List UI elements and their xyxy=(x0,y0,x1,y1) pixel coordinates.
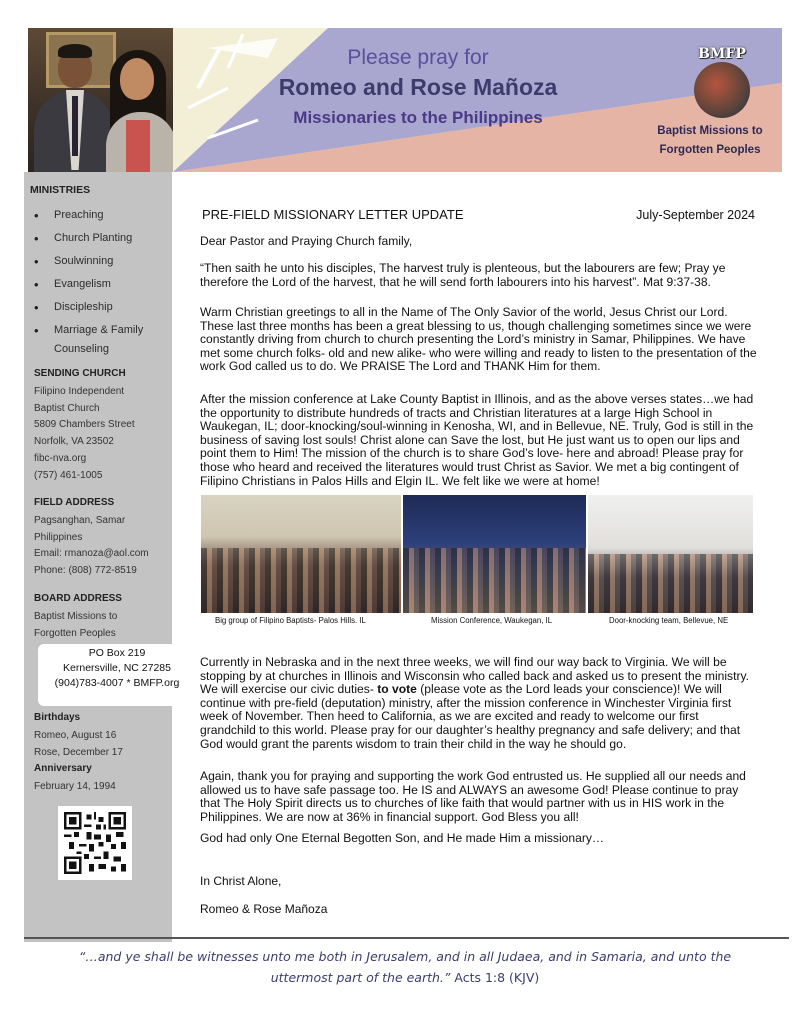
photo-caption: Mission Conference, Waukegan, IL xyxy=(431,616,553,625)
signature: Romeo & Rose Mañoza xyxy=(200,902,328,916)
footer-reference: Acts 1:8 (KJV) xyxy=(454,970,540,985)
church-phone: (757) 461-1005 xyxy=(34,469,103,481)
field-address-block: FIELD ADDRESS Pagsanghan, Samar Philippines Email: rmanoza@aol.com Phone: (808) 772-8519 xyxy=(34,495,172,580)
field-address-title: FIELD ADDRESS xyxy=(34,497,115,508)
letter-date: July-September 2024 xyxy=(636,208,755,222)
anniversary-title: Anniversary xyxy=(34,763,92,775)
ministry-update-paragraph: After the mission conference at Lake County Baptist in Illinois, and as the above verses states…we had the opportunity to distribute hundreds of tracts and Christian literatures at a large High School in Waukegan, IL; door-knocking/soul-winning in Kenosha, WI, and in Bellevue, NE. Truly, God is still in the business of saving lost souls! Christ alone can Save the lost, but He just want us to open our lips and point them to Him! The mission of the church is to share God’s love- here and abroad! Please pray for those who heard and received the literatures would trust Christ as Savior. We met a big contingent of Filipino Christians in Palos Hills and Elgin IL. We felt like we were at home! xyxy=(200,392,754,488)
field-phone: Phone: (808) 772-8519 xyxy=(34,565,137,577)
board-address-block: BOARD ADDRESS Baptist Missions to Forgotten Peoples xyxy=(34,591,172,642)
ministries-title: MINISTRIES xyxy=(30,184,91,196)
pray-for-heading: Please pray for xyxy=(347,46,489,69)
footer-quote: “…and ye shall be witnesses unto me both in Jerusalem, and in all Judaea, and in Samaria, and unto the uttermost part of the earth.” xyxy=(78,949,732,985)
salutation: Dear Pastor and Praying Church family, xyxy=(200,234,413,248)
ministry-item: • Marriage & Family Counseling xyxy=(30,321,170,359)
sidebar xyxy=(24,172,180,942)
photo-caption: Big group of Filipino Baptists- Palos Hills. IL xyxy=(215,616,366,625)
mission-field-title: Missionaries to the Philippines xyxy=(293,108,543,127)
letter-heading: PRE-FIELD MISSIONARY LETTER UPDATE xyxy=(202,207,464,222)
vote-emphasis: to vote xyxy=(377,682,417,697)
photo-palos-hills xyxy=(201,495,401,613)
footer-verse xyxy=(60,946,750,988)
scripture-paragraph: “Then saith he unto his disciples, The harvest truly is plenteous, but the labourers are few; Pray ye therefore the Lord of the harvest, that he will send forth labourers into his harvest”. Mat 9:37-38. xyxy=(200,261,726,289)
board-address-title: BOARD ADDRESS xyxy=(34,593,122,604)
ministry-item: • Preaching xyxy=(30,206,170,225)
closing-line: In Christ Alone, xyxy=(200,874,282,888)
ministries-list xyxy=(30,206,170,363)
bmfp-logo xyxy=(688,46,756,118)
sending-church-block: SENDING CHURCH Filipino Independent Baptist Church 5809 Chambers Street Norfolk, VA 23502 fibc-nva.org (757) 461-1005 xyxy=(34,366,172,485)
qr-code[interactable] xyxy=(58,806,132,880)
footer-divider xyxy=(24,937,789,939)
ministry-item: • Evangelism xyxy=(30,275,170,294)
po-box-address: PO Box 219 Kernersville, NC 27285 (904)783-4007 * BMFP.org xyxy=(38,644,196,706)
greeting-paragraph: Warm Christian greetings to all in the Name of The Only Savior of the world, Jesus Christ our Lord. These last three months has been a great blessing to us, though challenging sometimes since we were constantly driving from church to church presenting the Lord’s ministry in Samar, Philippines. We have met some church folks- old and new alike- who were willing and ready to listen to the presentation of the work God called us to do. We PRAISE The Lord and THANK Him for them. xyxy=(200,305,757,374)
dates-block: Birthdays Romeo, August 16 Rose, December 17 Anniversary February 14, 1994 xyxy=(34,710,172,796)
missionary-couple-photo xyxy=(28,28,173,172)
ministry-item: • Discipleship xyxy=(30,298,170,317)
field-email: Email: rmanoza@aol.com xyxy=(34,548,149,560)
organization-name: Baptist Missions to Forgotten Peoples xyxy=(657,125,763,156)
ministry-item: • Soulwinning xyxy=(30,252,170,271)
missionary-names: Romeo and Rose Mañoza xyxy=(278,74,558,100)
plans-paragraph: Currently in Nebraska and in the next three weeks, we will find our way back to Virginia. We will be stopping by at churches in Illinois and Wisconsin who called back and asked us to present the ministry. We will exercise our civic duties- to vote (please vote as the Lord leads your conscience)! We will continue with pre-field (deputation) ministry, after the mission conference in Winchester Virginia first week of November. Then heed to California, as we are excited and ready to welcome our first grandchild to this world. Please pray for our daughter’s healthy pregnancy and safe delivery; and that God would grant the parents wisdom to train their child in the way he should go. xyxy=(200,655,749,751)
sending-church-title: SENDING CHURCH xyxy=(34,368,126,379)
photo-bellevue xyxy=(588,495,753,613)
birthdays-title: Birthdays xyxy=(34,712,81,723)
logo-text: BMFP xyxy=(698,46,746,62)
globe-icon xyxy=(694,62,750,118)
header-banner xyxy=(28,28,782,172)
photo-waukegan xyxy=(403,495,586,613)
photo-caption: Door-knocking team, Bellevue, NE xyxy=(609,616,729,625)
ministry-item: • Church Planting xyxy=(30,229,170,248)
thanks-paragraph: Again, thank you for praying and supporting the work God entrusted us. He supplied all our needs and allowed us to have safe passage too. He IS and ALWAYS an awesome God! Please continue to pray that The Holy Spirit directs us to churches of like faith that would partner with us in HIS work in the Philippines. We are now at 36% in financial support. God Bless you all! xyxy=(200,769,746,824)
closing-thought: God had only One Eternal Begotten Son, and He made Him a missionary… xyxy=(200,831,605,845)
photo-strip xyxy=(201,495,753,625)
church-website: fibc-nva.org xyxy=(34,452,87,464)
